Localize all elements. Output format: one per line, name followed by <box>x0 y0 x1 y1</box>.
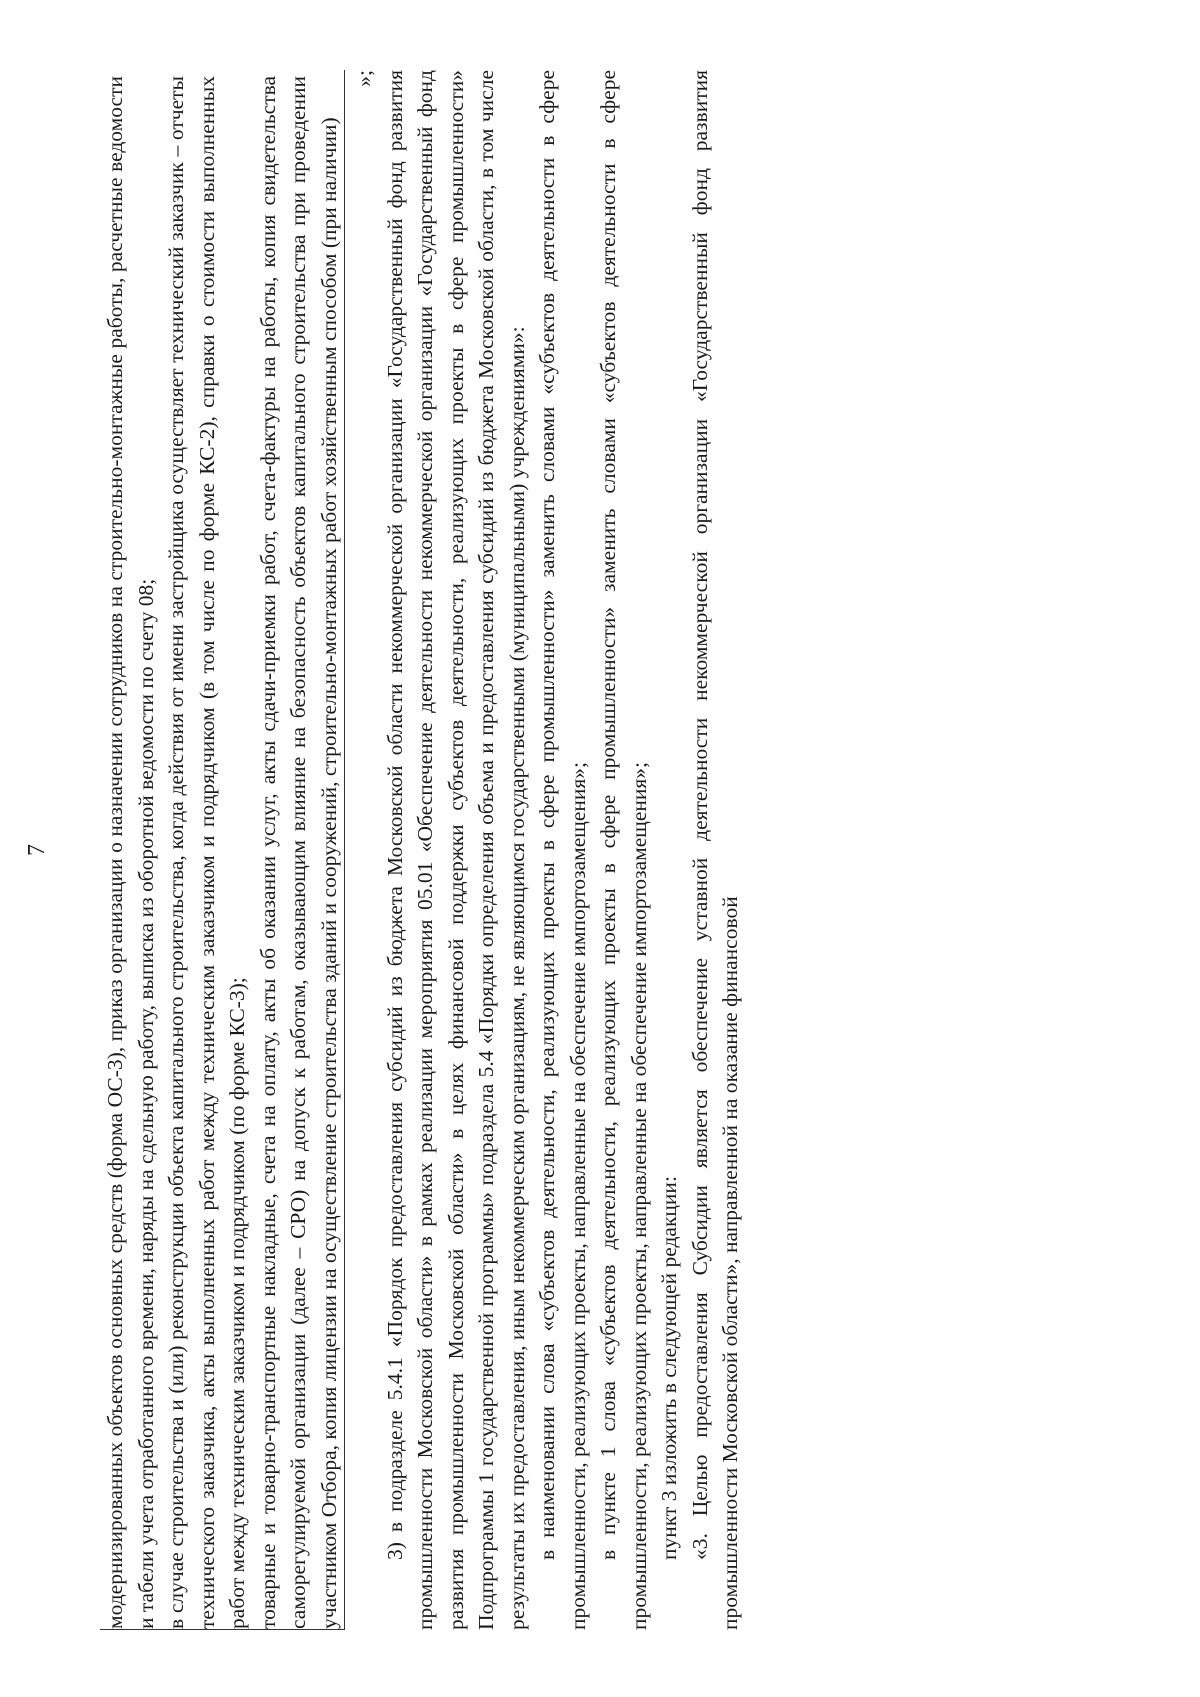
table-fragment <box>100 70 345 1630</box>
table-row <box>100 70 344 1630</box>
rotated-content <box>24 70 1080 1630</box>
paragraph-item-3-intro: пункт 3 изложить в следующей редакции: <box>657 1176 681 1560</box>
table-cell-line: в случае строительства и (или) реконструкции объекта капитального строительства, когда действия от имени застройщика осуществляет технический заказчик – отчеты технического заказчика, акты выполненных работ между техническим заказчиком и подрядчиком (в том числе по форме КС-2), справки о стоимости выполненных работ между техническим заказчиком и подрядчиком (по форме КС-3); <box>164 76 249 1629</box>
table-cell-documents <box>100 70 344 1630</box>
paragraph-item-1-change: в пункте 1 слова «субъектов деятельности, реализующих проекты в сфере промышленности» заменить словами «субъектов деятельности в сфере промышленности, реализующих проекты, направленные на обеспечение импортозамещения»; <box>596 70 651 1630</box>
paragraph-item-3-text: «3. Целью предоставления Субсидии является обеспечение уставной деятельности некоммерческой организации «Государственный фонд развития промышленности Московской области», направленной на оказание финансовой <box>687 70 742 1630</box>
table-cell-line: товарные и товарно-транспортные накладные, счета на оплату, акты об оказании услуг, акты сдачи-приемки работ, счета-фактуры на работы, копия свидетельства саморегулируемой организации (далее – СРО) на допуск к работам, оказывающим влияние на безопасность объектов капитального строительства при проведении участником Отбора, копия лицензии на осуществление строительства зданий и сооружений, строительно-монтажных работ хозяйственным способом (при наличии) <box>255 76 341 1629</box>
closing-quote: »; <box>352 70 376 87</box>
paragraph-title-change: в наименовании слова «субъектов деятельности, реализующих проекты в сфере промышленности» заменить словами «субъектов деятельности в сфере промышленности, реализующих проекты, направленные на обеспечение импортозамещения»; <box>535 70 590 1630</box>
page-number: 7 <box>24 844 50 856</box>
table-cell-line: модернизированных объектов основных средств (форма ОС-3), приказ организации о назначении сотрудников на строительно-монтажные работы, расчетные ведомости и табели учета отработанного времени, наряды на сдельную работу, выписка из оборотной ведомости по счету 08; <box>103 76 158 1629</box>
paragraph-subsection-5-4-1: 3) в подразделе 5.4.1 «Порядок предоставления субсидий из бюджета Московской области некоммерческой организации «Государственный фонд развития промышленности Московской области» в рамках реализации мероприятия 05.01 «Обеспечение деятельности некоммерческой организации «Государственный фонд развития промышленности Московской области» в целях финансовой поддержки субъектов деятельности, реализующих проекты в сфере промышленности» Подпрограммы 1 государственной программы» подраздела 5.4 «Порядки определения объема и предоставления субсидий из бюджета Московской области, в том числе результаты их предоставления, иным некоммерческим организациям, не являющимся государственными (муниципальными) учреждениями»: <box>382 70 529 1630</box>
